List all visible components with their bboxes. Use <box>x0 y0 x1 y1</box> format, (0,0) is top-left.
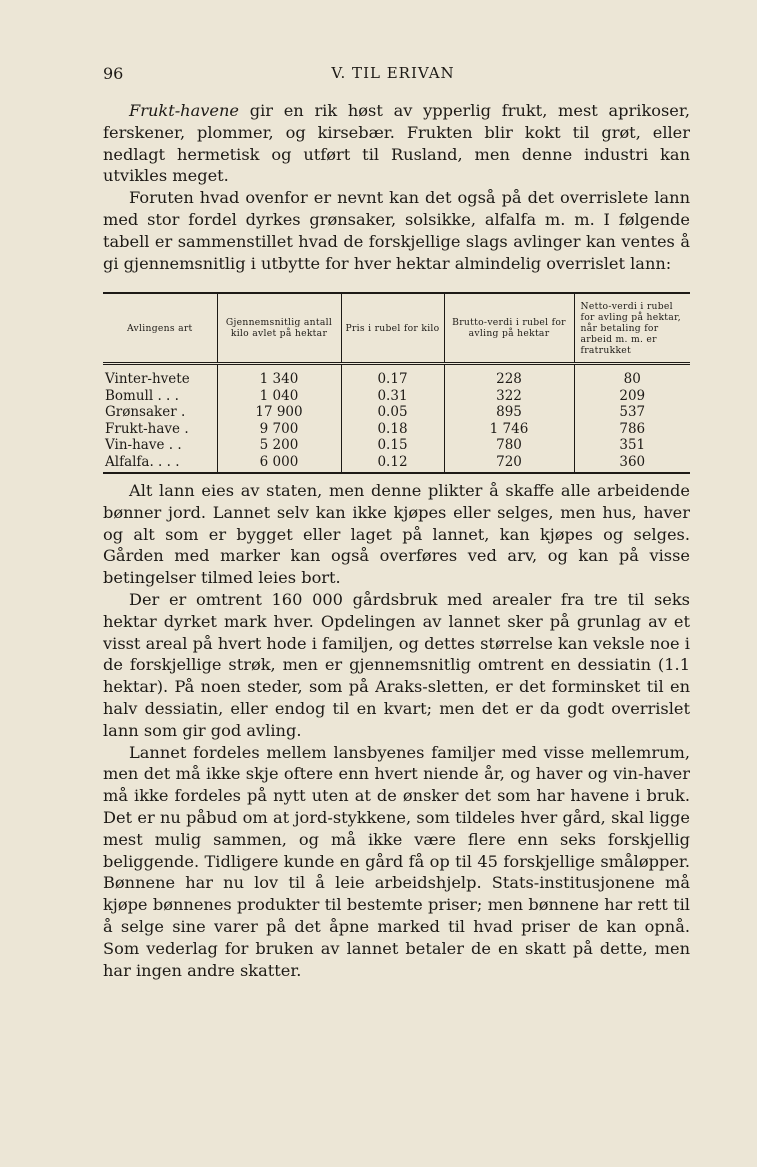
table-row <box>103 421 690 438</box>
running-head: V. TIL ERIVAN <box>331 64 455 82</box>
cell-gross: 895 <box>444 404 574 421</box>
cell-gross: 1 746 <box>444 421 574 438</box>
cell-net: 360 <box>574 454 690 474</box>
header-price: Pris i rubel for kilo <box>341 293 444 364</box>
paragraph-land-ownership: Alt lann eies av staten, men denne plikter å skaffe alle arbeidende bønner jord. Lannet selv kan ikke kjøpes eller selges, men hus, haver og alt som er bygget eller laget på lannet, kan kjøpes og selges. Gården med marker kan også overføres ved arv, og kan på visse betingelser tilmed leies bort. <box>103 481 690 588</box>
header-avg-kilo: Gjennemsnitlig antall kilo avlet på hektar <box>217 293 341 364</box>
cell-gross: 720 <box>444 454 574 474</box>
cell-price: 0.18 <box>341 421 444 438</box>
cell-crop: Bomull . . . <box>105 387 179 404</box>
cell-kilo: 1 040 <box>217 388 341 405</box>
intro-text <box>103 100 690 274</box>
cell-crop: Vinter-hvete <box>105 371 190 387</box>
crop-yield-table <box>103 292 690 474</box>
cell-net: 786 <box>574 421 690 438</box>
cell-kilo: 1 340 <box>217 364 341 388</box>
paragraph-table-intro: Foruten hvad ovenfor er nevnt kan det også på det overrislete lann med stor fordel dyrkes grønsaker, solsikke, alfalfa m. m. I følgende tabell er sammenstillet hvad de forskjellige slags avlinger kan ventes å gi gjennemsnitlig i utbytte for hver hektar almindelig overrislet lann: <box>103 188 690 273</box>
cell-crop: Frukt-have . <box>105 420 189 437</box>
table-row <box>103 388 690 405</box>
cell-price: 0.12 <box>341 454 444 474</box>
cell-net: 351 <box>574 437 690 454</box>
cell-price: 0.17 <box>341 364 444 388</box>
cell-price: 0.15 <box>341 437 444 454</box>
body-text <box>103 480 690 981</box>
cell-crop: Alfalfa. . . . <box>105 453 180 470</box>
cell-crop: Grønsaker . <box>105 404 186 420</box>
table-header-row <box>103 293 690 364</box>
header-gross-value: Brutto-verdi i rubel for avling på hektar <box>444 293 574 364</box>
table-row <box>103 454 690 474</box>
cell-kilo: 5 200 <box>217 437 341 454</box>
table-row <box>103 364 690 388</box>
emphasis-term: Frukt-havene <box>129 101 239 120</box>
cell-gross: 322 <box>444 388 574 405</box>
cell-kilo: 9 700 <box>217 421 341 438</box>
cell-crop: Vin-have . . <box>105 437 182 453</box>
cell-gross: 780 <box>444 437 574 454</box>
cell-net: 209 <box>574 388 690 405</box>
paragraph-fruit-gardens <box>103 100 690 187</box>
cell-price: 0.31 <box>341 388 444 405</box>
cell-gross: 228 <box>444 364 574 388</box>
cell-price: 0.05 <box>341 404 444 421</box>
paragraph-farms: Der er omtrent 160 000 gårdsbruk med arealer fra tre til seks hektar dyrket mark hver. Opdelingen av lannet sker på grunlag av et visst areal på hvert hode i familjen, og dettes størrelse kan veksle noe i de forskjellige strøk, men er gjennemsnitlig omtrent en dessiatin (1.1 hektar). På noen steder, som på Araks-sletten, er det forminsket til en halv dessiatin, eller endog til en kvart; men det er da godt overrislet lann som gir god avling. <box>103 589 690 740</box>
cell-net: 80 <box>574 364 690 388</box>
table-row <box>103 404 690 421</box>
cell-kilo: 17 900 <box>217 404 341 421</box>
paragraph-text: gir en rik høst av ypperlig frukt, mest aprikoser, ferskener, plommer, og kirsebær. Frukten blir kokt til grøt, eller nedlagt hermetisk og utført til Rusland, men denne industri kan utvikles meget. <box>103 101 690 186</box>
crop-yield-table-wrap <box>103 292 690 474</box>
cell-net: 537 <box>574 404 690 421</box>
page-number: 96 <box>103 64 124 83</box>
header-crop-type: Avlingens art <box>103 293 217 364</box>
page-header <box>103 64 683 86</box>
cell-kilo: 6 000 <box>217 454 341 474</box>
paragraph-land-distribution: Lannet fordeles mellem lansbyenes familjer med visse mellemrum, men det må ikke skje oftere enn hvert niende år, og haver og vin-haver må ikke fordeles på nytt uten at de ønsker det som har havene i bruk. Det er nu påbud om at jord-stykkene, som tildeles hver gård, skal ligge mest mulig sammen, og må ikke være flere enn seks forskjellig beliggende. Tidligere kunde en gård få op til 45 forskjellige småløpper. Bønnene har nu lov til å leie arbeidshjelp. Stats-institusjonene må kjøpe bønnenes produkter til bestemte priser; men bønnene har rett til å selge sine varer på det åpne marked til hvad priser de kan opnå. Som vederlag for bruken av lannet betaler de en skatt på dette, men har ingen andre skatter. <box>103 742 690 980</box>
header-net-value: Netto-verdi i rubel for avling på hektar, når betaling for arbeid m. m. er fratrukket <box>574 293 690 364</box>
table-row <box>103 437 690 454</box>
